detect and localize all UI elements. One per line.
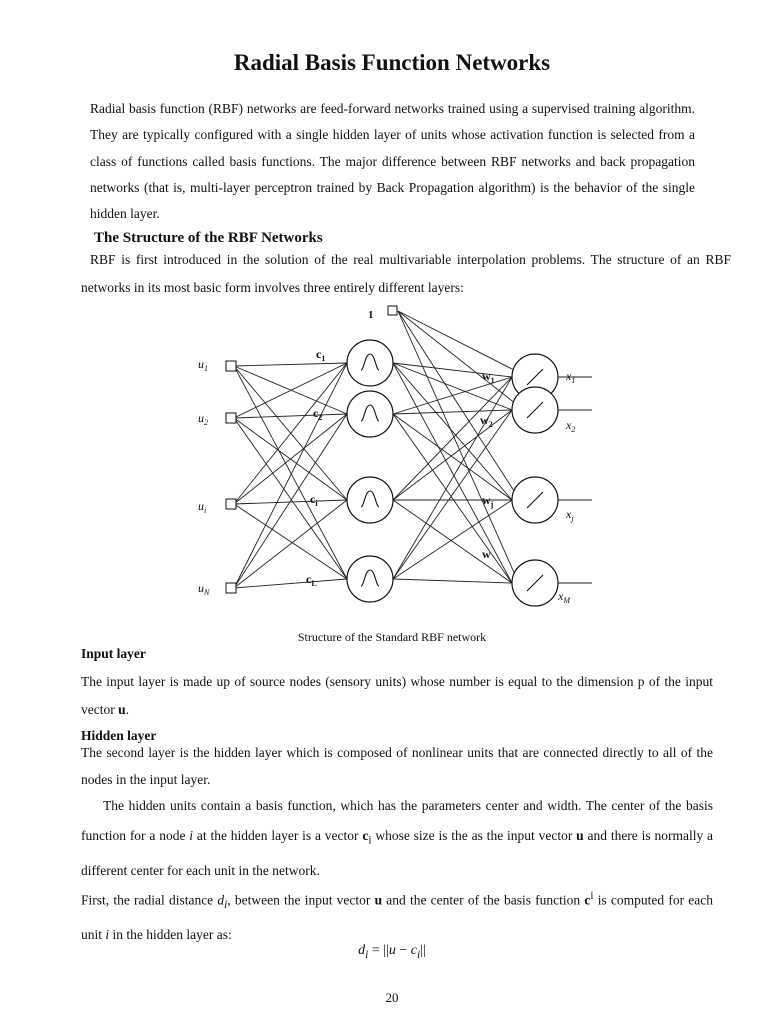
network-edges xyxy=(234,311,592,588)
hidden-layer-paragraph-2 xyxy=(81,791,713,886)
eq-minus: − xyxy=(395,943,411,958)
edge-input-4-hidden-3 xyxy=(234,500,347,588)
edge-hidden-2-output-4 xyxy=(393,414,512,583)
p3-text-c: and the center of the basis function xyxy=(382,892,585,908)
p2-center-vector: c xyxy=(362,828,369,843)
weight-label-3: $w_j$ xyxy=(482,493,494,509)
hidden-layer-paragraph-1: The second layer is the hidden layer which is composed of nonlinear units that are connected directly to all of the nodes in the input layer. xyxy=(81,745,713,787)
edge-input-2-hidden-1 xyxy=(234,363,347,418)
page-title: Radial Basis Function Networks xyxy=(233,50,551,75)
p3-center-superscript: i xyxy=(590,890,594,902)
input-label-2: $u_2$ xyxy=(198,411,208,427)
edge-input-4-hidden-4 xyxy=(234,579,347,588)
edge-hidden-4-output-1 xyxy=(393,377,512,579)
edge-hidden-4-output-2 xyxy=(393,410,512,579)
p3-unit-index: i xyxy=(105,927,110,943)
eq-d: d xyxy=(358,943,366,958)
eq-c-sub: i xyxy=(417,947,421,961)
output-label-4: $x_M$ xyxy=(558,589,570,605)
input-vector-symbol: u xyxy=(118,701,126,717)
p3-distance-symbol: d xyxy=(217,892,225,908)
p2-text-a: The hidden units contain a basis function, which has the parameters center and width. The center of the basis function for a node xyxy=(81,798,713,843)
page-number: 20 xyxy=(385,990,399,1005)
p2-text-d: and there is normally a different center for each unit in the network. xyxy=(81,828,714,878)
input-label-1: $u_1$ xyxy=(198,357,208,373)
p3-text-e: is computed for each unit xyxy=(81,892,713,943)
p2-center-subscript: i xyxy=(368,834,372,847)
edge-bias-output-2 xyxy=(398,311,516,404)
p3-center-vector: c xyxy=(584,892,591,908)
weight-label-1: $w_1$ xyxy=(482,369,495,385)
input-layer-text: The input layer is made up of source nodes (sensory units) whose number is equal to the dimension p of the input vector xyxy=(81,674,713,717)
edge-input-3-hidden-2 xyxy=(234,414,347,504)
edge-hidden-2-output-2 xyxy=(393,410,512,414)
p2-text-c: whose size is the as the input vector xyxy=(371,828,577,843)
eq-c: c xyxy=(410,943,418,958)
bias-label: 1 xyxy=(368,309,374,321)
weight-label-4: w xyxy=(482,547,491,561)
edge-input-3-hidden-1 xyxy=(234,363,347,504)
edge-input-2-hidden-2 xyxy=(234,414,347,418)
edge-hidden-4-output-4 xyxy=(393,579,512,583)
p2-text-b: at the hidden layer is a vector xyxy=(193,828,363,843)
p2-input-vector: u xyxy=(576,828,584,843)
edge-input-3-hidden-4 xyxy=(234,504,347,579)
output-label-3: $x_j$ xyxy=(566,507,574,523)
edge-bias-output-4 xyxy=(398,311,516,577)
intro-paragraph: Radial basis function (RBF) networks are feed-forward networks trained using a supervised training algorithm. They are typically configured with a single hidden layer of units whose activation function is selected from a class of functions called basis functions. The major difference between RBF networks and back propagation networks (that is, multi-layer perceptron trained by Back Propagation algorithm) is the behavior of the single hidden layer. xyxy=(90,101,695,222)
structure-heading: The Structure of the RBF Networks xyxy=(94,230,323,246)
center-label-1: $c_1$ xyxy=(316,347,326,363)
edge-bias-output-1 xyxy=(398,311,516,371)
bias-node xyxy=(388,306,397,315)
hidden-layer-heading: Hidden layer xyxy=(81,728,157,743)
center-label-2: $c_2$ xyxy=(313,406,323,422)
rbf-network-diagram xyxy=(180,300,600,610)
p2-node-index: i xyxy=(189,828,194,843)
eq-open: = || xyxy=(368,943,389,958)
input-node-3 xyxy=(226,499,236,509)
edge-bias-output-3 xyxy=(398,311,516,494)
figure-caption: Structure of the Standard RBF network xyxy=(297,630,487,644)
p3-text-b: , between the input vector xyxy=(227,892,375,908)
input-label-4: $u_N$ xyxy=(198,581,210,597)
p3-input-vector: u xyxy=(374,892,383,908)
center-label-4: $c_L$ xyxy=(306,572,317,588)
center-label-3: $c_i$ xyxy=(310,492,318,508)
p3-distance-subscript: i xyxy=(224,899,228,912)
hidden-node-4 xyxy=(347,556,393,602)
distance-equation xyxy=(0,943,768,961)
input-layer-paragraph xyxy=(81,668,713,723)
hidden-layer-paragraph-3 xyxy=(81,881,713,950)
hidden-node-1 xyxy=(347,340,393,386)
input-layer-period: . xyxy=(125,701,129,717)
edge-hidden-3-output-2 xyxy=(393,410,512,500)
edge-input-1-hidden-4 xyxy=(234,366,347,579)
output-label-1: $x_1$ xyxy=(566,369,576,385)
input-label-3: $u_i$ xyxy=(198,499,207,515)
eq-close: || xyxy=(420,943,426,958)
eq-d-sub: i xyxy=(365,947,369,961)
input-node-1 xyxy=(226,361,236,371)
weight-label-2: $w_2$ xyxy=(480,413,493,429)
network-nodes xyxy=(226,306,558,606)
hidden-node-3 xyxy=(347,477,393,523)
input-layer-heading: Input layer xyxy=(81,646,146,661)
input-node-4 xyxy=(226,583,236,593)
p3-text-a: First, the radial distance xyxy=(81,892,218,908)
output-label-2: $x_2$ xyxy=(566,418,576,434)
input-node-2 xyxy=(226,413,236,423)
edge-hidden-2-output-3 xyxy=(393,414,512,500)
hidden-node-2 xyxy=(347,391,393,437)
edge-hidden-4-output-3 xyxy=(393,500,512,579)
edge-input-1-hidden-1 xyxy=(234,363,347,366)
structure-paragraph: RBF is first introduced in the solution of the real multivariable interpolation problems. The structure of an RBF networks in its most basic form involves three entirely different layers: xyxy=(81,252,731,295)
p3-text-f: in the hidden layer as: xyxy=(109,927,232,943)
edge-hidden-3-output-4 xyxy=(393,500,512,583)
eq-u: u xyxy=(388,943,396,958)
